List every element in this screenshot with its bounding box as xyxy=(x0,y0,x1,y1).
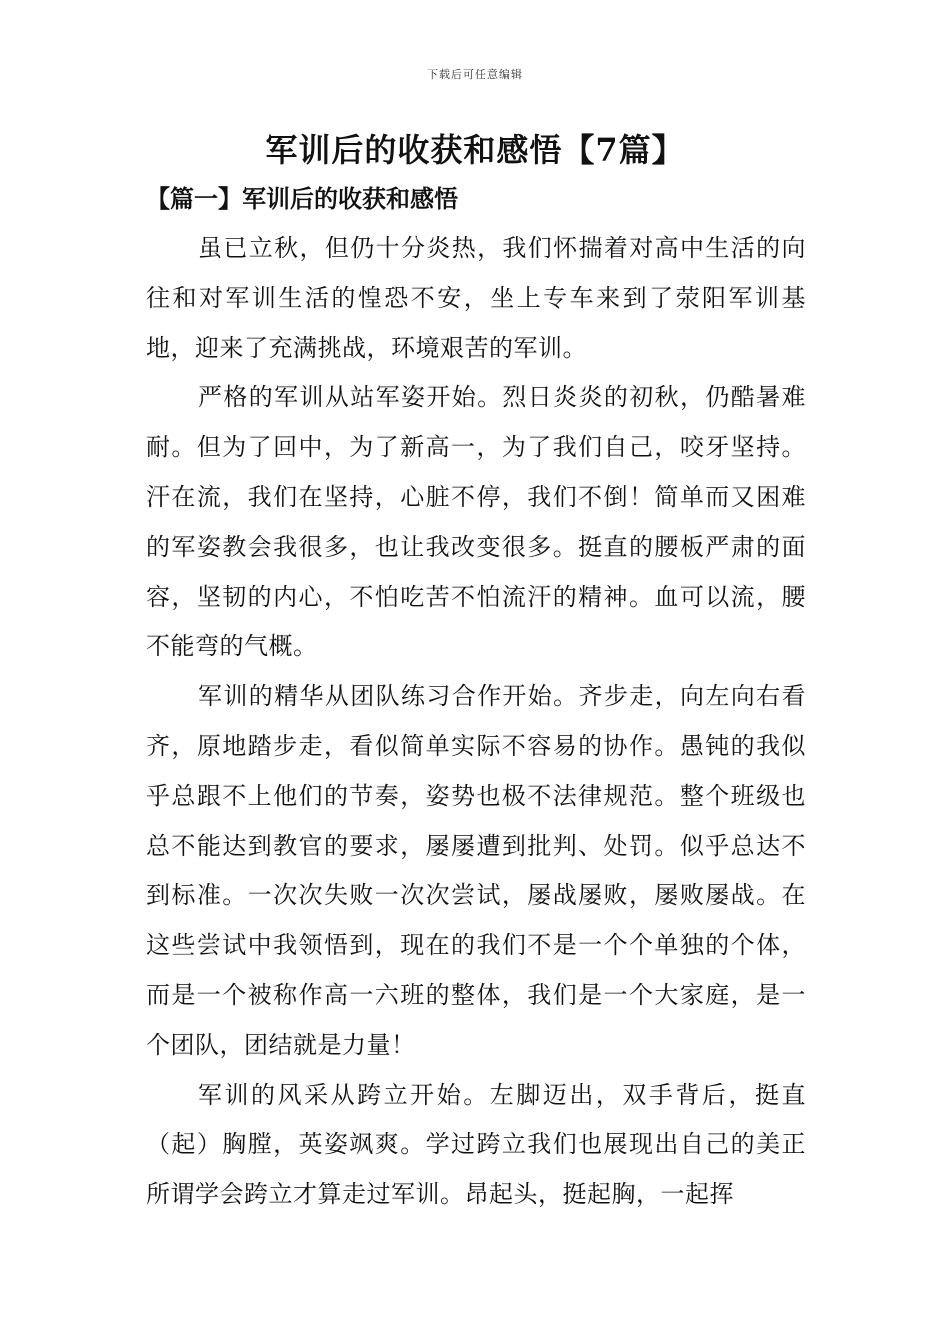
paragraph-3: 军训的精华从团队练习合作开始。齐步走，向左向右看齐，原地踏步走，看似简单实际不容易的协作。愚钝的我似乎总跟不上他们的节奏，姿势也极不法律规范。整个班级也总不能达到教官的要求，屡屡遭到批判、处罚。似乎总达不到标准。一次次失败一次次尝试，屡战屡败，屡败屡战。在这些尝试中我领悟到，现在的我们不是一个个单独的个体，而是一个被称作高一六班的整体，我们是一个大家庭，是一个团队，团结就是力量！ xyxy=(146,682,806,1059)
paragraph-4: 军训的风采从跨立开始。左脚迈出，双手背后，挺直（起）胸膛，英姿飒爽。学过跨立我们也展现出自己的美正所谓学会跨立才算走过军训。昂起头，挺起胸，一起挥 xyxy=(146,1080,806,1209)
paragraph-2: 严格的军训从站军姿开始。烈日炎炎的初秋，仍酷暑难耐。但为了回中，为了新高一，为了我们自己，咬牙坚持。汗在流，我们在坚持，心脏不停，我们不倒！简单而又困难的军姿教会我很多，也让我改变很多。挺直的腰板严肃的面容，坚韧的内心，不怕吃苦不怕流汗的精神。血可以流，腰不能弯的气概。 xyxy=(146,383,806,661)
header-note: 下载后可任意编辑 xyxy=(427,68,523,81)
document-title: 军训后的收获和感悟【7篇】 xyxy=(265,131,685,169)
paragraph-1: 虽已立秋，但仍十分炎热，我们怀揣着对高中生活的向往和对军训生活的惶恐不安，坐上专车来到了荥阳军训基地，迎来了充满挑战，环境艰苦的军训。 xyxy=(146,234,806,362)
body-text xyxy=(146,224,806,1220)
section-heading: 【篇一】军训后的收获和感悟 xyxy=(146,184,458,213)
